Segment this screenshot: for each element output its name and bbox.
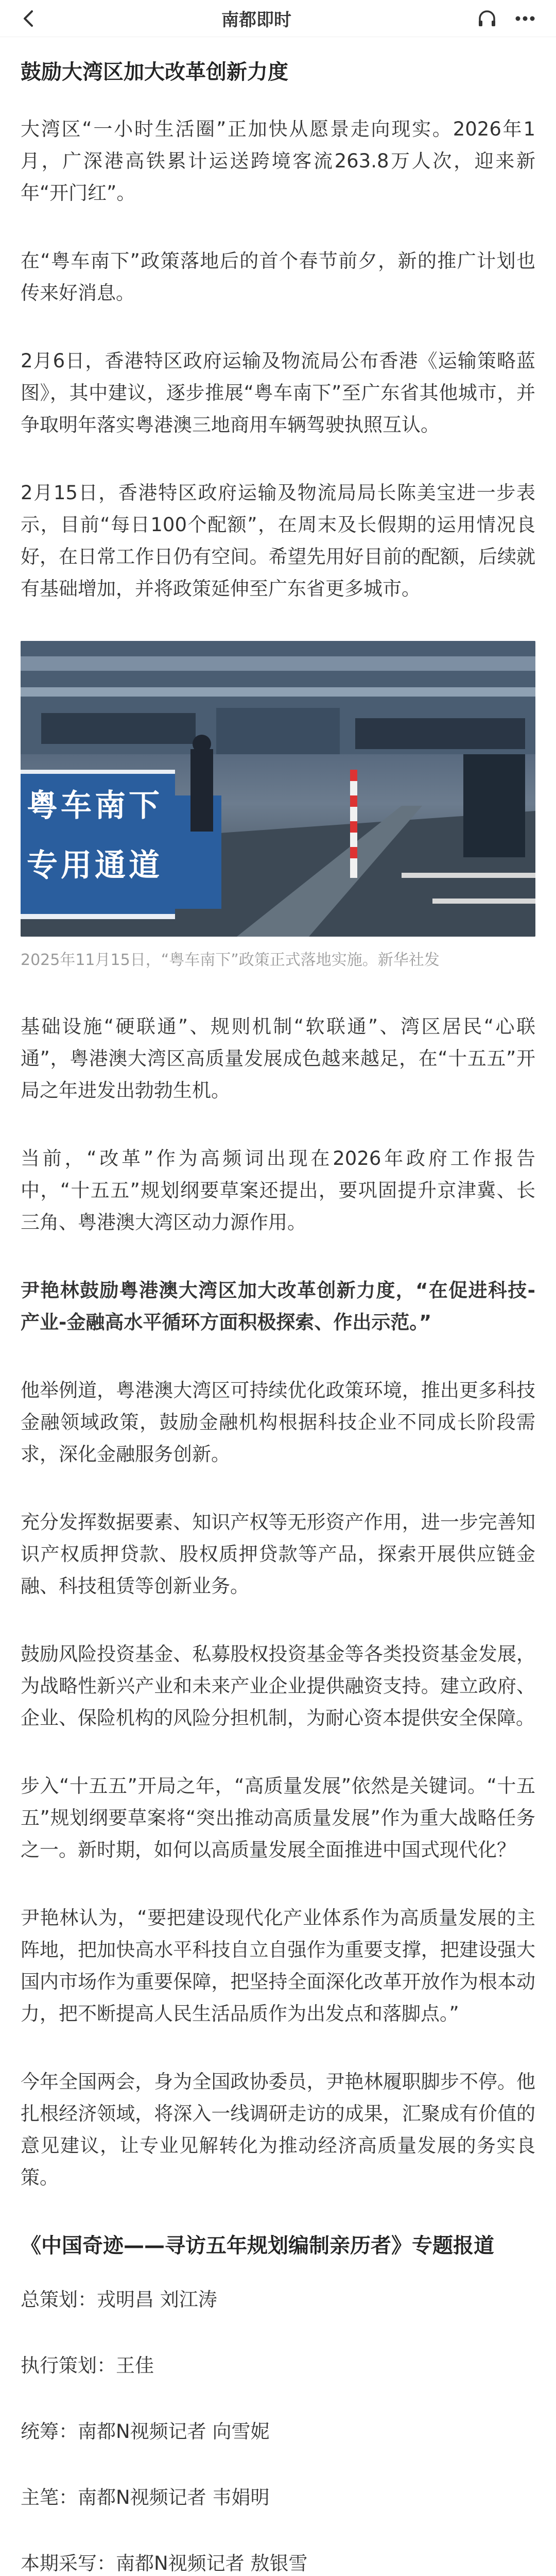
paragraph: 当前，“改革”作为高频词出现在2026年政府工作报告中，“十五五”规划纲要草案还提出，要巩固提升京津冀、长三角、粤港澳大湾区动力源作用。: [21, 1147, 535, 1233]
paragraph: 充分发挥数据要素、知识产权等无形资产作用，进一步完善知识产权质押贷款、股权质押贷款等产品，探索开展供应链金融、科技租赁等创新业务。: [21, 1511, 535, 1597]
paragraph: 步入“十五五”开局之年，“高质量发展”依然是关键词。“十五五”规划纲要草案将“突出推动高质量发展”作为重大战略任务之一。新时期，如何以高质量发展全面推进中国式现代化？: [21, 1775, 535, 1861]
back-icon[interactable]: [21, 8, 36, 29]
paragraph: 在“粤车南下”政策落地后的首个春节前夕，新的推广计划也传来好消息。: [21, 250, 535, 304]
photo-sign-text-2: 专用通道: [27, 848, 163, 884]
photo-caption: 2025年11月15日，“粤车南下”政策正式落地实施。新华社发: [21, 951, 440, 969]
paragraph: 尹艳林鼓励粤港澳大湾区加大改革创新力度，“在促进科技-产业-金融高水平循环方面积极探索、作出示范。”: [21, 1279, 535, 1333]
paragraph: 2月6日，香港特区政府运输及物流局公布香港《运输策略蓝图》，其中建议，逐步推展“粤车南下”至广东省其他城市，并争取明年落实粤港澳三地商用车辆驾驶执照互认。: [21, 350, 535, 436]
credit-line: 主笔：南都N视频记者 韦娟明: [21, 2486, 270, 2509]
paragraph: 尹艳林认为，“要把建设现代化产业体系作为高质量发展的主阵地，把加快高水平科技自立自强作为重要支撑，把建设强大国内市场作为重要保障，把坚持全面深化改革开放作为根本动力，把不断提高人民生活品质作为出发点和落脚点。”: [21, 1907, 535, 2025]
paragraph: 大湾区“一小时生活圈”正加快从愿景走向现实。2026年1月，广深港高铁累计运送跨境客流263.8万人次，迎来新年“开门红”。: [21, 118, 535, 204]
page-title: 南都即时: [221, 10, 291, 30]
paragraph: 2月15日，香港特区政府运输及物流局局长陈美宝进一步表示，目前“每日100个配额”，在周末及长假期的运用情况良好，在日常工作日仍有空间。希望先用好目前的配额，后续就有基础增加，并将政策延伸至广东省更多城市。: [21, 482, 535, 600]
news-photo: [21, 641, 535, 937]
topbar-actions: [477, 8, 535, 29]
top-navigation-bar: [0, 0, 556, 37]
credit-line: 统筹：南都N视频记者 向雪妮: [21, 2420, 270, 2443]
more-icon[interactable]: [515, 15, 535, 22]
paragraph: 鼓励风险投资基金、私募股权投资基金等各类投资基金发展，为战略性新兴产业和未来产业企业提供融资支持。建立政府、企业、保险机构的风险分担机制，为耐心资本提供安全保障。: [21, 1643, 535, 1729]
credit-line: 总策划：戎明昌 刘江涛: [21, 2289, 217, 2311]
article-headline: 鼓励大湾区加大改革创新力度: [21, 60, 288, 84]
headphones-icon[interactable]: [477, 8, 497, 29]
special-report-title: 《中国奇迹——寻访五年规划编制亲历者》专题报道: [21, 2234, 494, 2258]
paragraph: 今年全国两会，身为全国政协委员，尹艳林履职脚步不停。他扎根经济领域，将深入一线调研走访的成果，汇聚成有价值的意见建议，让专业见解转化为推动经济高质量发展的务实良策。: [21, 2071, 535, 2189]
article-body: [0, 58, 556, 2576]
paragraph: 他举例道，粤港澳大湾区可持续优化政策环境，推出更多科技金融领域政策，鼓励金融机构根据科技企业不同成长阶段需求，深化金融服务创新。: [21, 1379, 535, 1465]
photo-sign-text-1: 粤车南下: [27, 788, 163, 824]
credit-line: 执行策划：王佳: [21, 2354, 154, 2377]
paragraph: 基础设施“硬联通”、规则机制“软联通”、湾区居民“心联通”，粤港澳大湾区高质量发展成色越来越足，在“十五五”开局之年进发出勃勃生机。: [21, 1015, 535, 1101]
credit-line: 本期采写：南都N视频记者 敖银雪: [21, 2552, 308, 2574]
